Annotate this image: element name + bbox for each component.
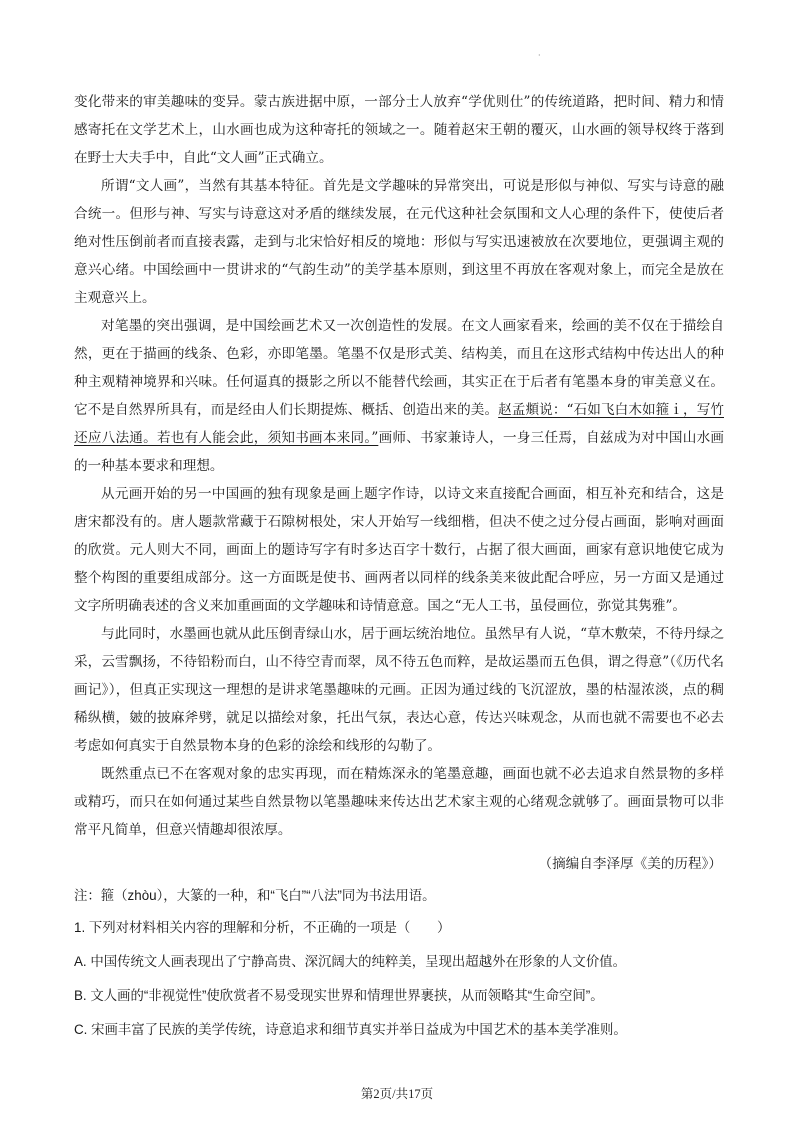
paragraph-3-text: 对笔墨的突出强调，是中国绘画艺术又一次创造性的发展。在文人画家看来，绘画的美不仅在于描绘自然，更在于描画的线条、色彩，亦即笔墨。笔墨不仅是形式美、结构美，而且在这形式结构中传达出人的种种主观精神境界和兴味。任何逼真的摄影之所以不能替代绘画，其实正在于后者有笔墨本身的审美意义在。它不是自然界所具有，而是经由人们长期提炼、概括、创造出来的美。 (74, 318, 724, 418)
option-a: A. 中国传统文人画表现出了宁静高贵、深沉阔大的纯粹美，呈现出超越外在形象的人文价值。 (74, 954, 626, 969)
paragraph-3-tail: 画师、书家兼诗人，一身三任焉，自兹成为对中国山水画的一种基本要求和理想。 (74, 430, 725, 474)
footnote: 注：箍（zhòu），大篆的一种，和“飞白”“八法”同为书法用语。 (74, 888, 436, 903)
question-1: 1. 下列对材料相关内容的理解和分析，不正确的一项是（ ） (74, 920, 451, 935)
scan-dot: · (538, 51, 541, 60)
paragraph-2: 所谓“文人画”，当然有其基本特征。首先是文学趣味的异常突出，可说是形似与神似、写实与诗意的融合统一。但形与神、写实与诗意这对矛盾的继续发展，在元代这种社会氛围和文人心理的条件下，使使后者绝对性压倒前者而直接表露，走到与北宋恰好相反的境地：形似与写实迅速被放在次要地位，更强调主观的意兴心绪。中国绘画中一贯讲求的“气韵生动”的美学基本原则，到这里不再放在客观对象上，而完全是放在主观意兴上。 (74, 178, 724, 306)
paragraph-3 (74, 312, 724, 480)
paragraph-4: 从元画开始的另一中国画的独有现象是画上题字作诗，以诗文来直接配合画面，相互补充和结合，这是唐宋都没有的。唐人题款常藏于石隙树根处，宋人开始写一线细楷，但决不使之过分侵占画面，影响对画面的欣赏。元人则大不同，画面上的题诗写字有时多达百字十数行，占据了很大画面，画家有意识地使它成为整个构图的重要组成部分。这一方面既是使书、画两者以同样的线条美来彼此配合呼应，另一方面又是通过文字所明确表述的含义来加重画面的文学趣味和诗情意意。国之“无人工书，虽侵画位，弥觉其隽雅”。 (74, 486, 724, 614)
source-citation: （摘编自李泽厚《美的历程》） (538, 856, 722, 872)
paragraph-1: 变化带来的审美趣味的变异。蒙古族进据中原，一部分士人放弃“学优则仕”的传统道路，把时间、精力和情感寄托在文学艺术上，山水画也成为这种寄托的领域之一。随着赵宋王朝的覆灭，山水画的领导权终于落到在野士大夫手中，自此“文人画”正式确立。 (74, 94, 724, 166)
paragraph-5: 与此同时，水墨画也就从此压倒青绿山水，居于画坛统治地位。虽然早有人说，“草木敷荣，不待丹绿之采，云雪飘扬，不待铅粉而白，山不待空青而翠，凤不待五色而粹，是故运墨而五色俱，谓之得意”（《历代名画记》），但真正实现这一理想的是讲求笔墨趣味的元画。正因为通过线的飞沉涩放，墨的枯湿浓淡，点的稠稀纵横，皴的披麻斧劈，就足以描绘对象，托出气氛，表达心意，传达兴味观念，从而也就不需要也不必去考虑如何真实于自然景物本身的色彩的涂绘和线形的勾勒了。 (74, 626, 724, 754)
option-b: B. 文人画的“非视觉性”使欣赏者不易受现实世界和情理世界裹挟，从而领略其“生命空间”。 (74, 988, 604, 1003)
underlined-quote: 赵孟頫说：“石如飞白木如箍ｉ，写竹还应八法通。若也有人能会此，须知书画本来同。” (74, 402, 724, 446)
option-c: C. 宋画丰富了民族的美学传统，诗意追求和细节真实并举日益成为中国艺术的基本美学准则。 (74, 1022, 627, 1037)
paragraph-6: 既然重点已不在客观对象的忠实再现，而在精炼深永的笔墨意趣，画面也就不必去追求自然景物的多样或精巧，而只在如何通过某些自然景物以笔墨趣味来传达出艺术家主观的心绪观念就够了。画面景物可以非常平凡简单，但意兴情趣却很浓厚。 (74, 766, 724, 838)
page-footer: 第2页/共17页 (360, 1087, 434, 1101)
